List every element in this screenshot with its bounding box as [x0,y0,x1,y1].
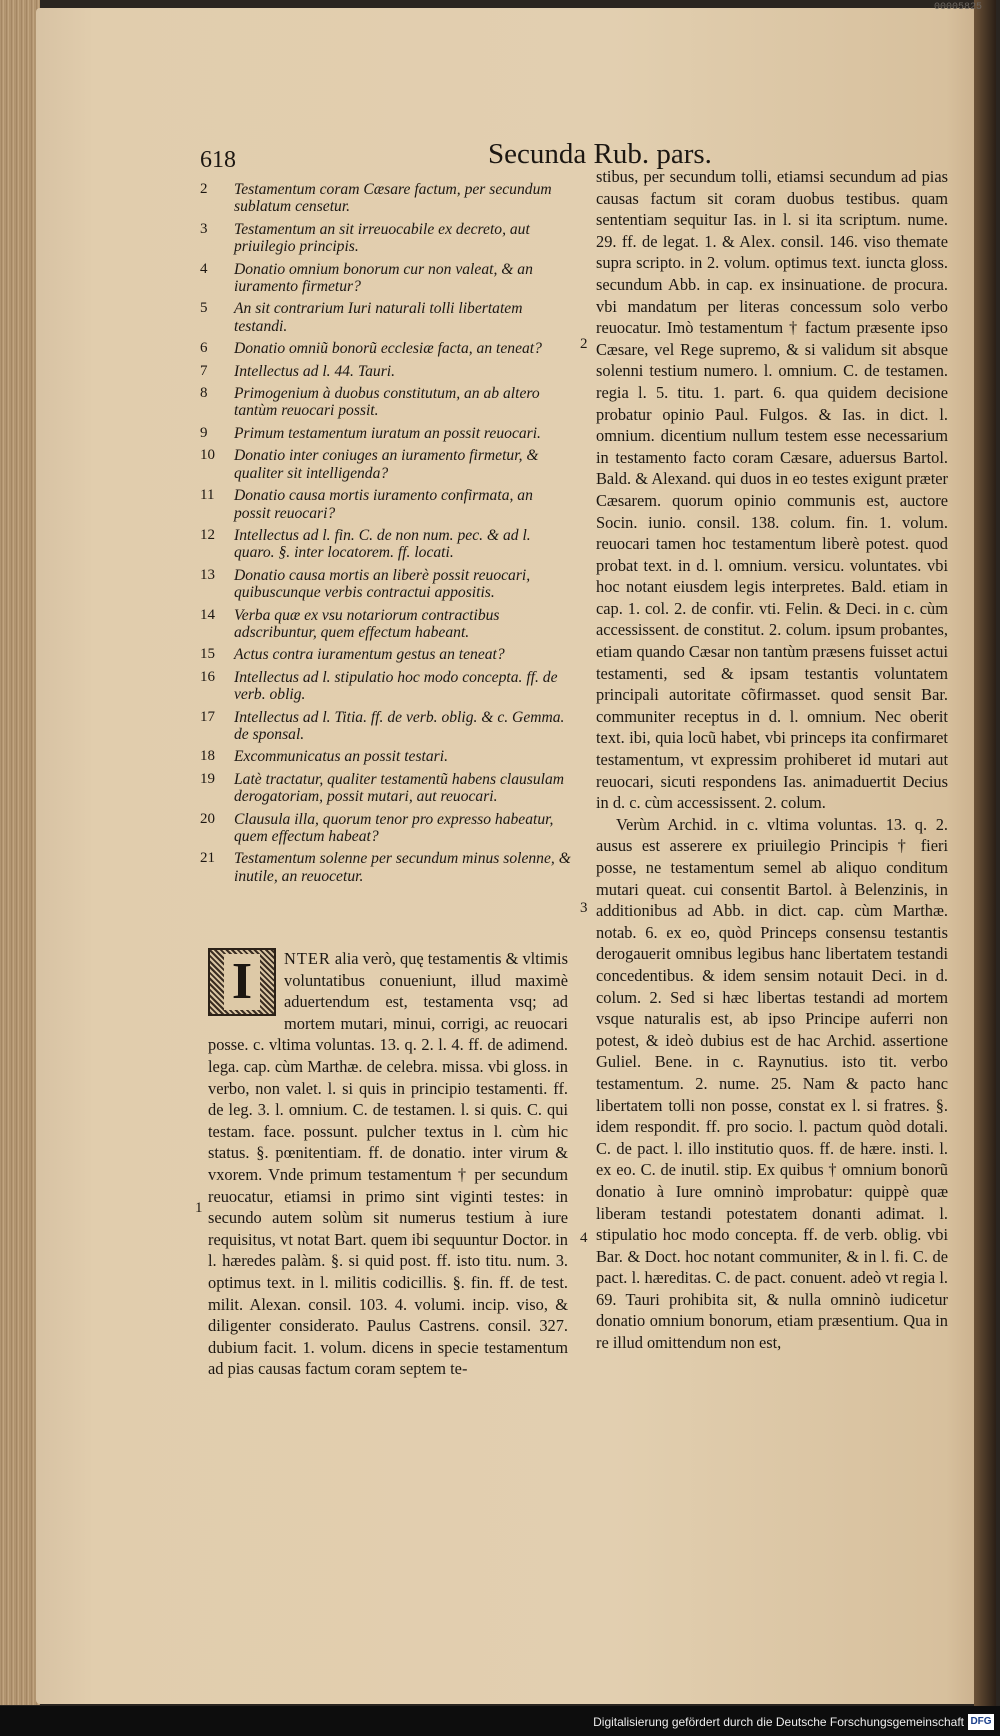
summary-item [200,340,572,357]
summary-num: 10 [200,447,215,464]
summary-item [200,425,572,442]
summary-text: Latè tractatur, qualiter testamentũ habens clausulam derogatoriam, possit mutari, aut reuocari. [234,770,565,806]
summary-num: 8 [200,385,208,402]
summary-item [200,607,572,642]
initial-letter: I [224,954,260,1010]
right-paragraph-1: stibus, per secundum tolli, etiamsi secundum ad pias causas factum sit coram duobus testibus. quam sententiam sequitur Ias. in l. si ita scriptum. nume. 29. ff. de legat. 1. & Alex. consil. 146. viso themate supra scripto. in 2. volum. optimus text. iuncta gloss. secundum Abb. in cap. ex insinuatione. de procura. vbi mandatum per literas concessum solo verbo reuocatur. Imò testamentum † factum præsente ipso Cæsare, vel Rege supremo, & si validum sit absque solenni testium numero. l. omnium. C. de testamen. regia l. 5. titu. 1. part. 6. qua quidem decisione probatur opinio Paul. Fulgos. & Ias. in dict. l. omnium. dicentium nullum testem esse necessarium in testamento facto coram Cæsare, aduersus Bartol. Bald. & Alexand. qui duos in eo testes exigunt præter Cæsarem. quorum opinio communis est, auctore Socin. iunio. consil. 138. colum. fin. 1. volum. reuocari tamen hoc testamentum liberè potest. quod probat text. in d. l. omnium. versicu. voluntates. vbi hoc notant eiusdem legis interpretes. Bald. etiam in cap. 1. col. 2. de confir. vti. Felin. & Deci. in c. cùm accessissent. de constitut. 2. colum. ipsum probantes, etiam quando Cæsar non tantùm præsens fuisset actui testamenti, sed & ipsam testantis voluntatem principali autoritate cõfirmasset. quod sensit Bar. communiter receptus in d. l. omnium. Nec oberit text. ibi, quia locũ habet, vbi princeps ita confirmaret testamentum, vt expressim prohiberet id mutari aut reuocari, sicuti respondens Ias. animaduertit Decius in d. c. cùm accessissent. 2. colum. [596,167,948,813]
summary-item [200,261,572,296]
summary-item [200,385,572,420]
summary-item [200,487,572,522]
summary-num: 18 [200,748,215,765]
summary-num: 11 [200,487,215,504]
summary-num: 4 [200,260,208,277]
right-paragraph-2: Verùm Archid. in c. vltima voluntas. 13. q. 2. ausus est asserere ex priuilegio Principis † fieri posse, ne testamentum semel ab aliquo conditum mutari queat. cui consentit Bartol. à Belenzinis, in additionibus ad Abb. in dict. cap. cùm Marthæ. notab. 6. ex eo, quòd Princeps consensu testantis derogauerit omnibus legibus hanc libertatem testandi concedentibus. & idem sensim notauit Deci. in d. colum. 2. Sed si hæc libertas testandi ad mortem vsque naturalis est, ab ipso Principe auferri non potest, & ideò dubius est de hac Archid. assertione Guliel. Bene. in c. Raynutius. isto tit. verbo testamentum. 2. nume. 25. Nam & pacto hanc libertatem tolli non posse, constat ex l. si fratres. §. idem respondit. ff. pro socio. l. pactum quòd dotali. C. de pact. l. illo institutio quos. ff. de hære. insti. l. ex eo. C. de inutil. stip. Ex quibus † omnium bonorũ donatio à Iure omninò improbatur: quippè quæ liberam testandi potestatem donanti adimat. l. stipulatio hoc modo concepta. ff. de verb. oblig. vbi Bar. & Doct. hoc notant communiter, & in l. fi. C. de pact. l. hæreditas. C. de pact. conuent. adeò vt regia l. 69. Tauri prohibita sit, & nulla omninò iudicetur donatio omnium bonorum, etiam præsentium. Qua in re illud omittendum non est, [596,814,948,1353]
dfg-logo: DFG [968,1714,994,1730]
summary-text: Intellectus ad l. Titia. ff. de verb. oblig. & c. Gemma. de sponsal. [234,708,565,743]
summary-item [200,447,572,482]
page-number: 618 [200,147,236,173]
summary-num: 17 [200,708,215,725]
left-body-text: alia verò, quę testamentis & vltimis voluntatibus conueniunt, illud maximè aduertendum est, testamenta vsq; ad mortem mutari, minui, corrigi, ac reuocari posse. c. vltima voluntas. 13. q. 2. l. 4. ff. de adimend. lega. cap. cùm Marthæ. de celebra. missa. vbi gloss. in verbo, non valet. l. si quis in principio testamenti. ff. de leg. 3. l. omnium. C. de testamen. l. si quis. C. qui testam. face. possunt. pulcher textus in l. cùm hic status. §. pœnitentiam. ff. de donatio. inter virum & vxorem. Vnde primum testamentum † per secundum reuocatur, etiamsi in primo sint viginti testes: in secundo autem solùm sit numerus testium à iure requisitus, vt notat Bart. quem ibi sequuntur Doctor. in l. hæredes palàm. §. si quid post. ff. isto titu. num. 3. optimus text. in l. militis codicillis. §. fin. ff. de test. milit. Alexan. consil. 103. 4. volumi. incip. viso, & diligenter considerato. Paulus Castrens. consil. 327. dubium facit. 1. volum. dicens in specie testamentum ad pias causas factum coram septem te- [208,949,568,1379]
summary-text: Donatio causa mortis iuramento confirmata, an possit reuocari? [234,487,533,522]
summary-list [200,181,572,890]
summary-item [200,181,572,216]
book-gutter-shadow [974,0,996,1736]
summary-text: Clausula illa, quorum tenor pro expresso habeatur, quem effectum habeat? [234,810,554,845]
summary-item [200,221,572,256]
summary-text: Actus contra iuramentum gestus an teneat? [234,646,505,664]
summary-item [200,850,572,885]
summary-text: Verba quæ ex vsu notariorum contractibus adscribuntur, quem effectum habeant. [234,606,500,641]
summary-text: Intellectus ad l. fin. C. de non num. pec. & ad l. quaro. §. inter locatorem. ff. locati. [234,526,531,562]
summary-item [200,527,572,562]
summary-item [200,646,572,663]
summary-num: 15 [200,646,215,663]
summary-num: 9 [200,424,208,441]
running-head: Secunda Rub. pars. [488,138,712,170]
summary-item [200,748,572,765]
summary-item [200,669,572,704]
opening-word: NTER [284,949,331,968]
summary-item [200,709,572,744]
summary-num: 3 [200,220,208,237]
summary-text: Primum testamentum iuratum an possit reuocari. [234,424,541,442]
summary-item [200,567,572,602]
summary-text: Intellectus ad l. stipulatio hoc modo concepta. ff. de verb. oblig. [234,668,558,704]
right-text-column [596,166,948,1354]
summary-num: 19 [200,770,215,787]
decorated-initial [208,948,276,1016]
margin-note-number: 3 [580,900,588,916]
summary-num: 16 [200,668,215,685]
left-paragraph [208,948,568,1380]
margin-note-number: 4 [580,1230,588,1246]
summary-num: 20 [200,810,215,827]
summary-item [200,811,572,846]
summary-text: Intellectus ad l. 44. Tauri. [234,362,395,380]
summary-text: Donatio omniũ bonorũ ecclesiæ facta, an teneat? [234,340,542,358]
summary-text: Excommunicatus an possit testari. [234,748,448,766]
summary-num: 13 [200,566,215,583]
summary-item [200,363,572,380]
summary-text: An sit contrarium Iuri naturali tolli libertatem testandi. [234,300,523,335]
summary-num: 2 [200,181,208,197]
footer-credit: Digitalisierung gefördert durch die Deutsche Forschungsgemeinschaft [593,1715,964,1729]
summary-text: Donatio causa mortis an liberè possit reuocari, quibuscunque verbis contractui appositis. [234,566,531,602]
summary-text: Testamentum coram Cæsare factum, per secundum sublatum censetur. [234,181,552,216]
summary-text: Donatio inter coniuges an iuramento firmetur, & qualiter sit intelligenda? [234,447,539,482]
summary-item [200,300,572,335]
margin-note-number: 1 [195,1200,203,1216]
summary-num: 14 [200,606,215,623]
summary-text: Testamentum an sit irreuocabile ex decreto, aut priuilegio principis. [234,220,530,256]
summary-text: Testamentum solenne per secundum minus solenne, & inutile, an reuocetur. [234,850,571,885]
scan-id: 00005825 [933,2,982,13]
summary-num: 12 [200,526,215,543]
summary-num: 6 [200,340,208,357]
margin-note-number: 2 [580,336,588,352]
summary-text: Donatio omnium bonorum cur non valeat, & an iuramento firmetur? [234,260,533,296]
summary-num: 21 [200,850,215,867]
summary-num: 7 [200,362,208,379]
page-stack-edge [0,0,40,1705]
summary-item [200,771,572,806]
left-text-column [208,948,568,1380]
summary-num: 5 [200,300,208,317]
summary-text: Primogenium à duobus constitutum, an ab altero tantùm reuocari possit. [234,385,540,420]
